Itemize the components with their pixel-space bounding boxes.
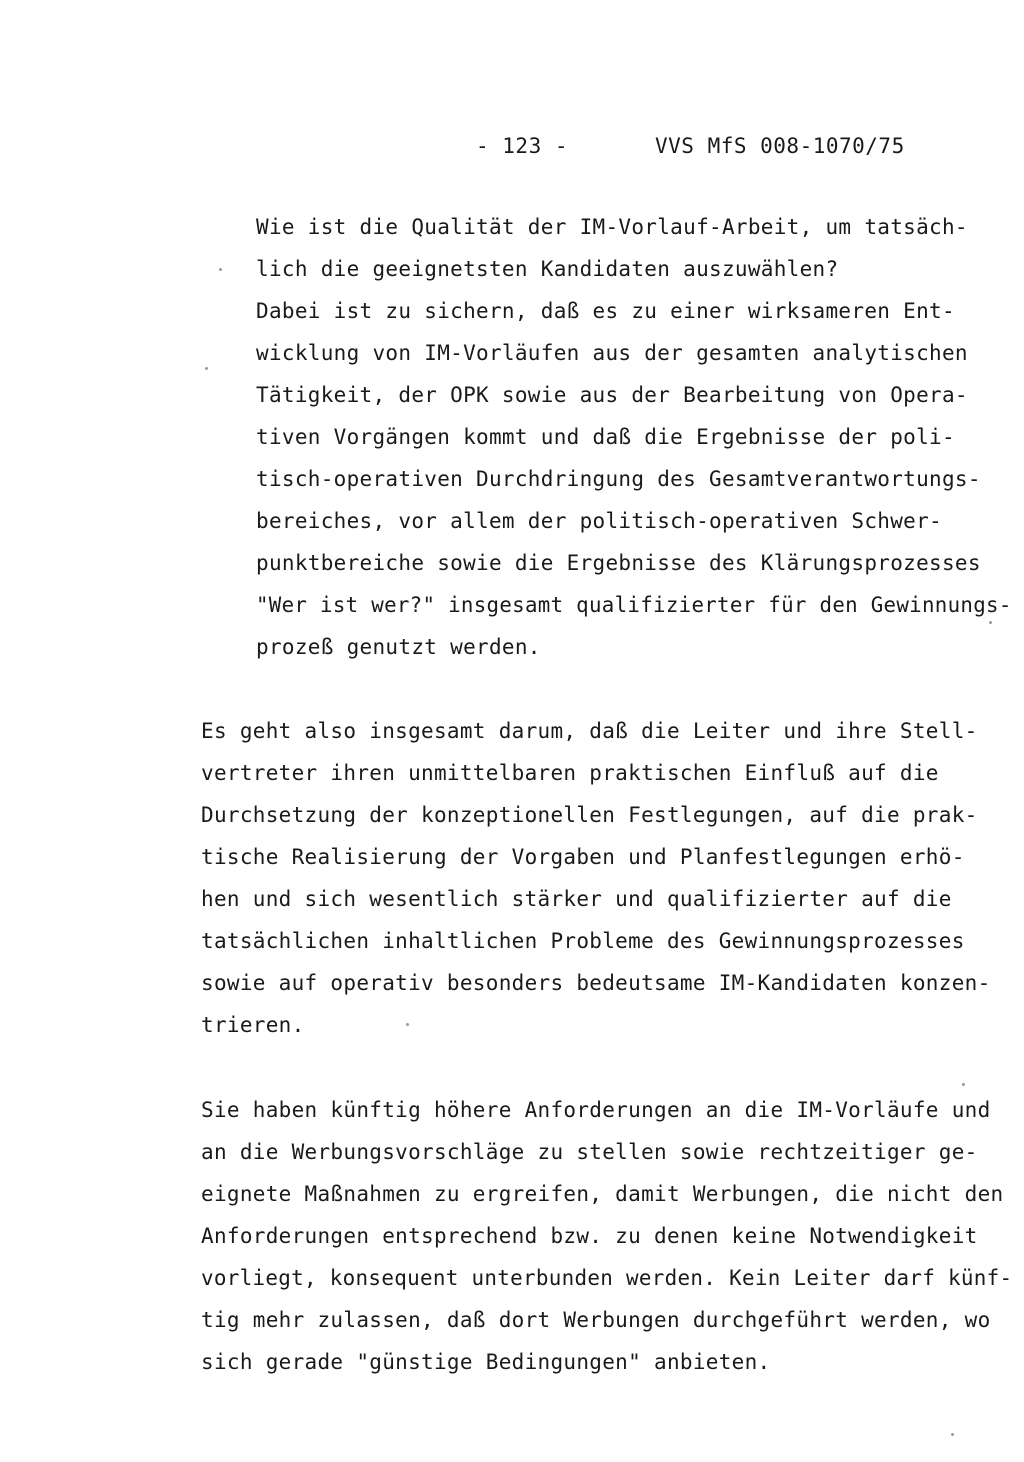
text-line: Sie haben künftig höhere Anforderungen an die IM-Vorläufe und [201, 1098, 991, 1122]
text-line: vertreter ihren unmittelbaren praktischen Einfluß auf die [201, 761, 939, 785]
text-line: Anforderungen entsprechend bzw. zu denen keine Notwendigkeit [201, 1224, 978, 1248]
text-line: lich die geeignetsten Kandidaten auszuwählen? [256, 257, 839, 281]
scan-speck [205, 367, 208, 370]
text-line: Es geht also insgesamt darum, daß die Leiter und ihre Stell- [201, 719, 978, 743]
text-line: tatsächlichen inhaltlichen Probleme des Gewinnungsprozesses [201, 929, 965, 953]
text-line: vorliegt, konsequent unterbunden werden. Kein Leiter darf künf- [201, 1266, 1013, 1290]
scan-speck [219, 268, 222, 271]
text-line: trieren. [201, 1013, 305, 1037]
text-line: punktbereiche sowie die Ergebnisse des Klärungsprozesses [256, 551, 981, 575]
text-line: sowie auf operativ besonders bedeutsame IM-Kandidaten konzen- [201, 971, 991, 995]
text-line: tig mehr zulassen, daß dort Werbungen durchgeführt werden, wo [201, 1308, 991, 1332]
text-line: Tätigkeit, der OPK sowie aus der Bearbeitung von Opera- [256, 383, 968, 407]
text-line: hen und sich wesentlich stärker und qualifizierter auf die [201, 887, 952, 911]
document-reference: VVS MfS 008-1070/75 [655, 134, 905, 158]
text-line: bereiches, vor allem der politisch-operativen Schwer- [256, 509, 942, 533]
text-line: Durchsetzung der konzeptionellen Festlegungen, auf die prak- [201, 803, 978, 827]
scan-speck [989, 621, 992, 624]
text-line: wicklung von IM-Vorläufen aus der gesamten analytischen [256, 341, 968, 365]
text-line: tisch-operativen Durchdringung des Gesamtverantwortungs- [256, 467, 981, 491]
text-line: "Wer ist wer?" insgesamt qualifizierter für den Gewinnungs- [256, 593, 1012, 617]
text-line: Dabei ist zu sichern, daß es zu einer wirksameren Ent- [256, 299, 955, 323]
text-line: eignete Maßnahmen zu ergreifen, damit Werbungen, die nicht den [201, 1182, 1004, 1206]
page-number: - 123 - [476, 134, 569, 158]
text-line: prozeß genutzt werden. [256, 635, 541, 659]
scan-speck [962, 1083, 965, 1086]
text-line: sich gerade "günstige Bedingungen" anbieten. [201, 1350, 771, 1374]
text-line: an die Werbungsvorschläge zu stellen sowie rechtzeitiger ge- [201, 1140, 978, 1164]
text-line: tische Realisierung der Vorgaben und Planfestlegungen erhö- [201, 845, 965, 869]
text-line: tiven Vorgängen kommt und daß die Ergebnisse der poli- [256, 425, 955, 449]
text-line: Wie ist die Qualität der IM-Vorlauf-Arbeit, um tatsäch- [256, 215, 968, 239]
scan-speck [406, 1023, 409, 1026]
scan-speck [951, 1433, 954, 1436]
